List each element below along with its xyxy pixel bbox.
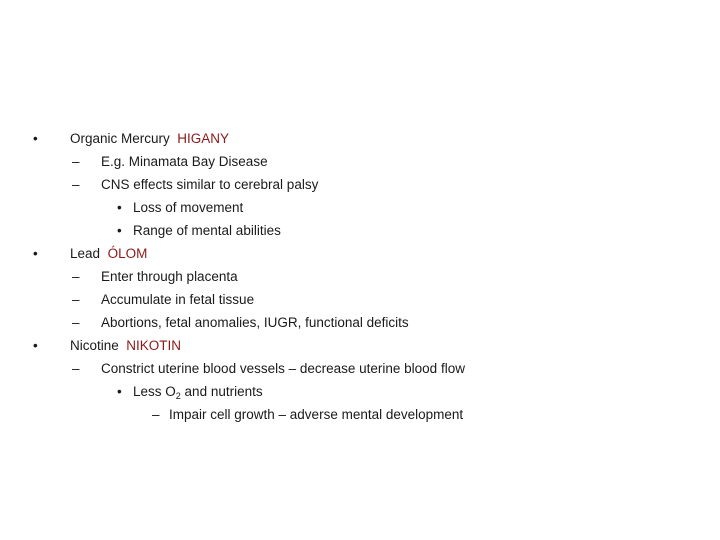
dash-marker: – <box>72 292 80 307</box>
dash-marker: – <box>72 177 80 192</box>
item-translation: ÓLOM <box>107 246 148 261</box>
item-translation: HIGANY <box>177 131 230 146</box>
item-title: Nicotine <box>70 338 119 353</box>
bullet-marker: • <box>117 200 122 215</box>
dash-marker: – <box>72 315 80 330</box>
item-translation: NIKOTIN <box>126 338 182 353</box>
bullet-marker: • <box>117 384 122 399</box>
bullet-marker: • <box>33 131 38 146</box>
item-title: Organic Mercury <box>70 131 170 146</box>
list-item-nicotine <box>70 338 181 354</box>
sub-sub-item: Range of mental abilities <box>133 223 281 238</box>
text-pre: Less O <box>133 384 176 399</box>
sub-item: Accumulate in fetal tissue <box>101 292 255 307</box>
sub-item: Enter through placenta <box>101 269 238 284</box>
sub-item: Constrict uterine blood vessels – decrease uterine blood flow <box>101 361 465 376</box>
bullet-marker: • <box>33 338 38 353</box>
list-item-organic-mercury <box>70 131 229 147</box>
sub-sub-item: Loss of movement <box>133 200 244 215</box>
sub-sub-item <box>133 384 263 400</box>
sub-item: CNS effects similar to cerebral palsy <box>101 177 319 192</box>
list-item-lead <box>70 246 147 262</box>
sub-item: Abortions, fetal anomalies, IUGR, functional deficits <box>101 315 409 330</box>
dash-marker: – <box>72 154 80 169</box>
item-title: Lead <box>70 246 101 261</box>
dash-marker: – <box>72 361 80 376</box>
bullet-marker: • <box>117 223 122 238</box>
sub-item: E.g. Minamata Bay Disease <box>101 154 268 169</box>
subscript: 2 <box>175 391 181 401</box>
dash-marker: – <box>152 407 160 422</box>
bullet-marker: • <box>33 246 38 261</box>
text-post: and nutrients <box>180 384 263 399</box>
sub-sub-sub-item: Impair cell growth – adverse mental development <box>169 407 464 422</box>
dash-marker: – <box>72 269 80 284</box>
